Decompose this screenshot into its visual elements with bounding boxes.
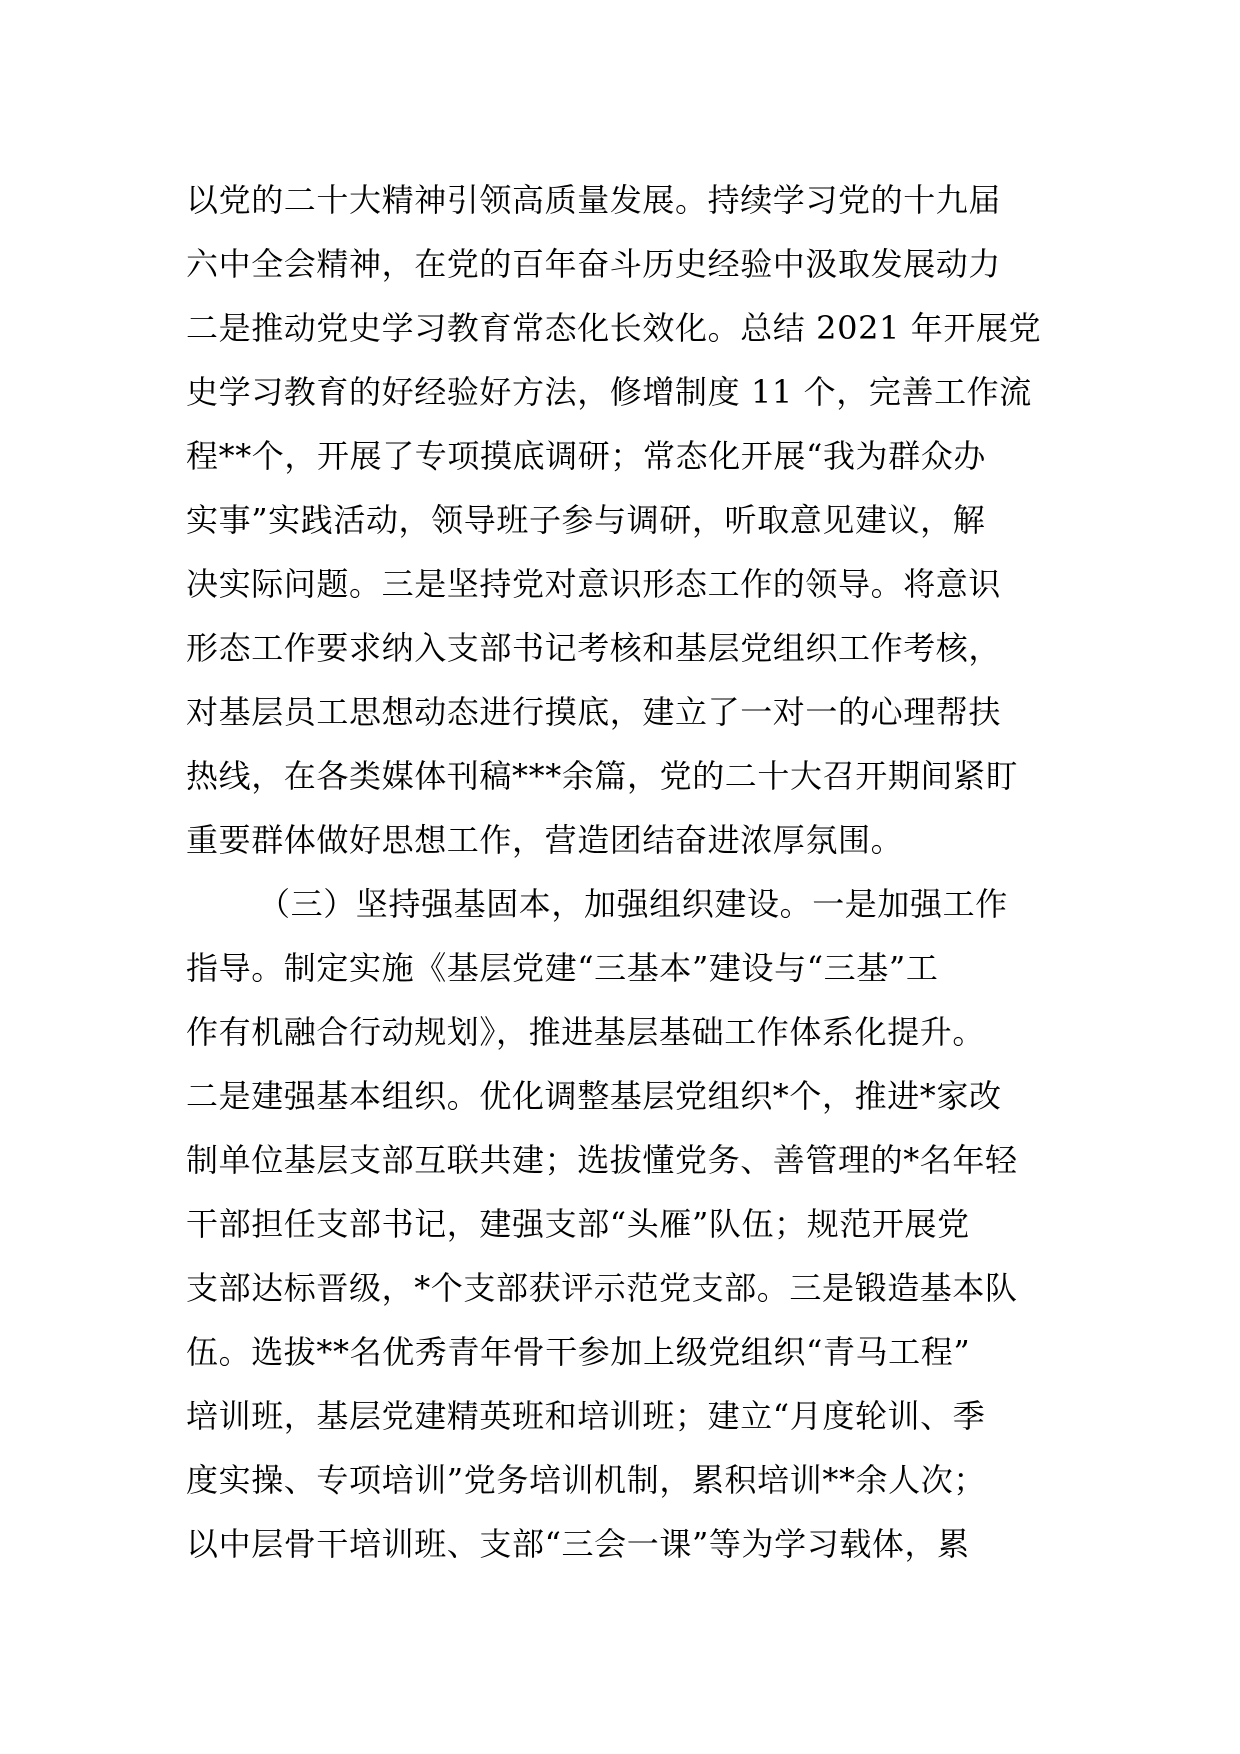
text-line: 对基层员工思想动态进行摸底，建立了一对一的心理帮扶 <box>186 693 1002 731</box>
text-line: 作有机融合行动规划》，推进基层基础工作体系化提升。 <box>186 1013 986 1051</box>
text-line: 二是建强基本组织。优化调整基层党组织*个，推进*家改 <box>186 1077 1002 1115</box>
text-line: 以中层骨干培训班、支部“三会一课”等为学习载体，累 <box>186 1525 970 1563</box>
text-line: 培训班，基层党建精英班和培训班；建立“月度轮训、季 <box>186 1397 986 1435</box>
text-line: 六中全会精神，在党的百年奋斗历史经验中汲取发展动力 <box>186 245 1002 283</box>
text-line: 史学习教育的好经验好方法，修增制度 11 个，完善工作流 <box>186 373 1032 411</box>
text-line: 形态工作要求纳入支部书记考核和基层党组织工作考核， <box>186 629 1002 667</box>
text-line: 干部担任支部书记，建强支部“头雁”队伍；规范开展党 <box>186 1205 970 1243</box>
text-line: 二是推动党史学习教育常态化长效化。总结 2021 年开展党 <box>186 309 1042 347</box>
text-line: 指导。制定实施《基层党建“三基本”建设与“三基”工 <box>186 949 939 987</box>
text-line: 实事”实践活动，领导班子参与调研，听取意见建议，解 <box>186 501 986 539</box>
text-line: 热线，在各类媒体刊稿***余篇，党的二十大召开期间紧盯 <box>186 757 1019 795</box>
text-line: 以党的二十大精神引领高质量发展。持续学习党的十九届 <box>186 181 1002 219</box>
text-line: 制单位基层支部互联共建；选拔懂党务、善管理的*名年轻 <box>186 1141 1018 1179</box>
text-line: 支部达标晋级，*个支部获评示范党支部。三是锻造基本队 <box>186 1269 1018 1307</box>
text-line: 决实际问题。三是坚持党对意识形态工作的领导。将意识 <box>186 565 1002 603</box>
document-body <box>186 168 1066 1576</box>
text-line: 伍。选拔**名优秀青年骨干参加上级党组织“青马工程” <box>186 1333 971 1371</box>
text-line: 程**个，开展了专项摸底调研；常态化开展“我为群众办 <box>186 437 986 475</box>
text-line: 度实操、专项培训”党务培训机制，累积培训**余人次； <box>186 1461 986 1499</box>
text-line: 重要群体做好思想工作，营造团结奋进浓厚氛围。 <box>186 821 904 859</box>
section-heading-line: （三）坚持强基固本，加强组织建设。一是加强工作 <box>258 885 1008 923</box>
